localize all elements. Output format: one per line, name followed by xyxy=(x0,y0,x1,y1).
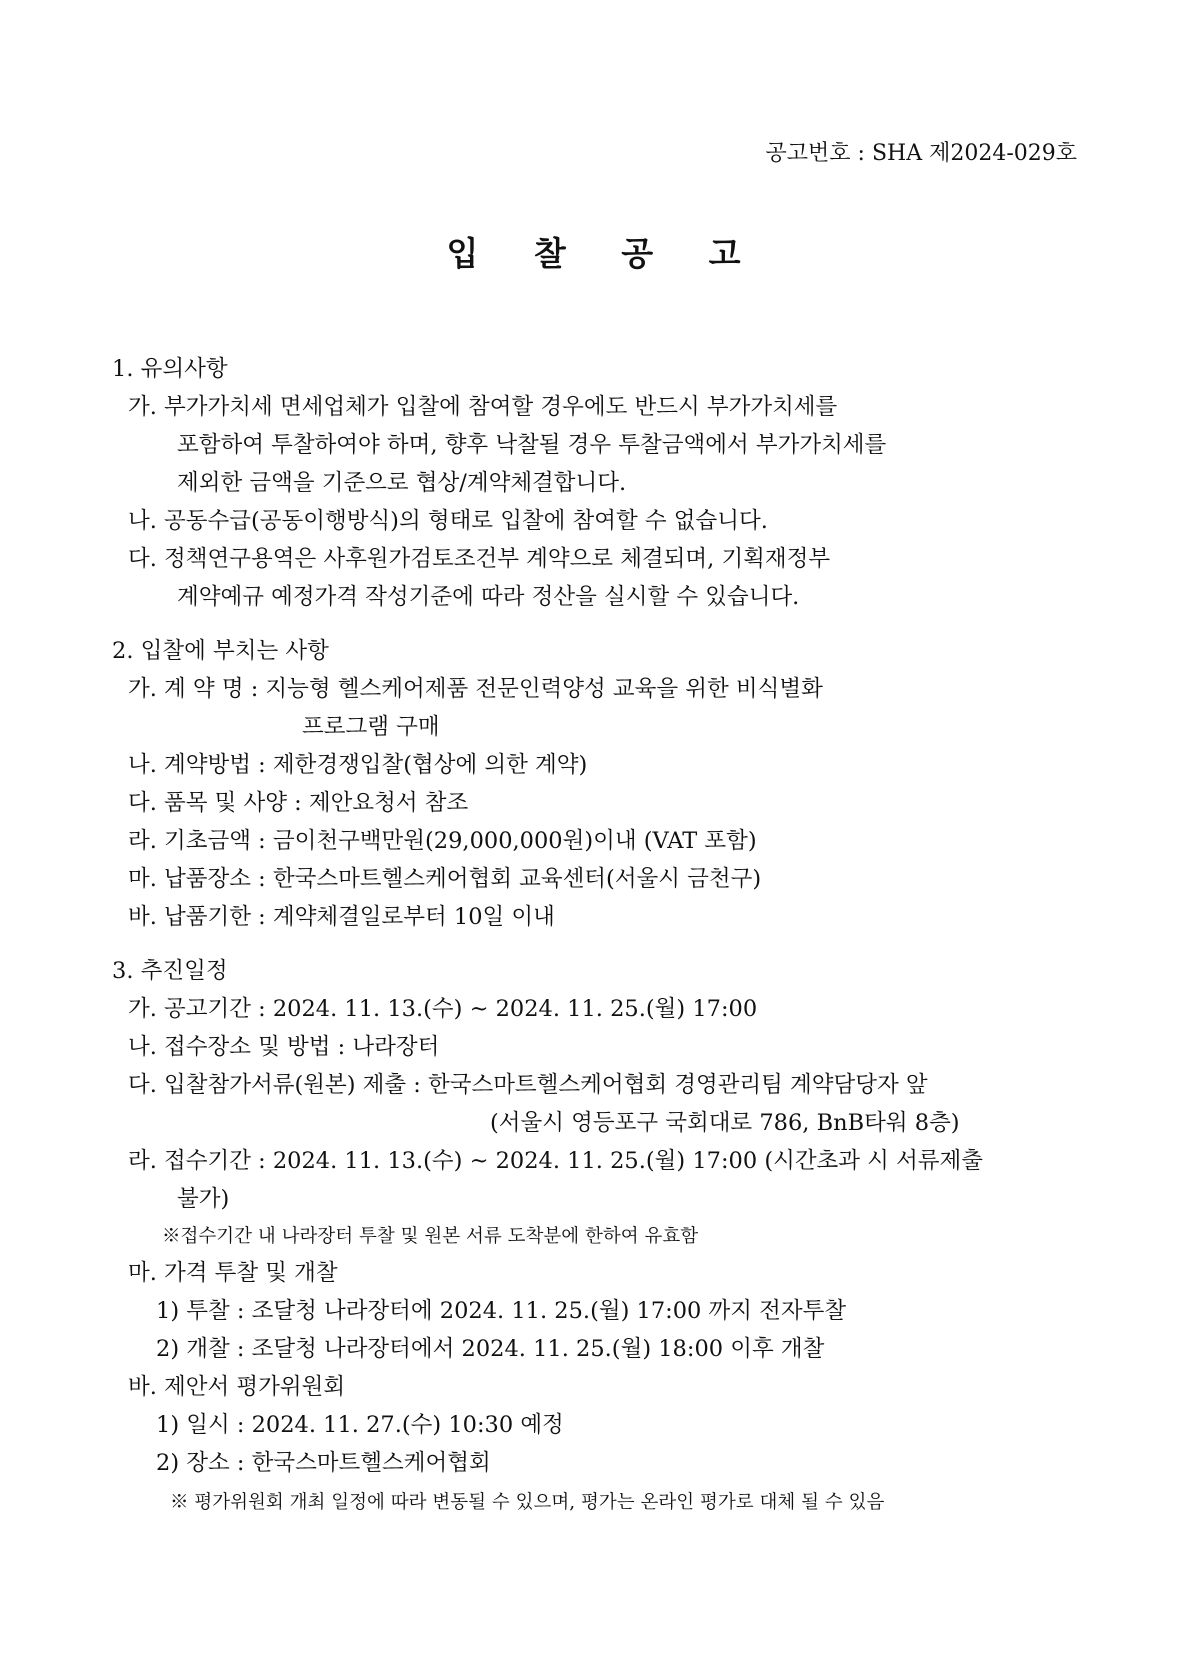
section-3-item-da-line-1: 다. 입찰참가서류(원본) 제출 : 한국스마트헬스케어협회 경영관리팀 계약담당자 앞 xyxy=(128,1072,928,1098)
section-1-item-ga-line-1: 가. 부가가치세 면세업체가 입찰에 참여할 경우에도 반드시 부가가치세를 xyxy=(128,394,838,420)
section-1-item-na: 나. 공동수급(공동이행방식)의 형태로 입찰에 참여할 수 없습니다. xyxy=(128,508,768,534)
section-3-item-ba: 바. 제안서 평가위원회 xyxy=(128,1374,346,1400)
section-1-item-ga-line-2: 포함하여 투찰하여야 하며, 향후 낙찰될 경우 투찰금액에서 부가가치세를 xyxy=(177,432,887,458)
section-3-item-ma-sub-2: 2) 개찰 : 조달청 나라장터에서 2024. 11. 25.(월) 18:00 이후 개찰 xyxy=(156,1336,825,1362)
section-3-item-ga: 가. 공고기간 : 2024. 11. 13.(수) ~ 2024. 11. 25.(월) 17:00 xyxy=(128,996,758,1022)
section-2-item-ba: 바. 납품기한 : 계약체결일로부터 10일 이내 xyxy=(128,904,555,930)
section-3-item-ma: 마. 가격 투찰 및 개찰 xyxy=(128,1260,338,1286)
section-3-item-ba-sub-1: 1) 일시 : 2024. 11. 27.(수) 10:30 예정 xyxy=(156,1412,564,1438)
section-1-item-da-line-2: 계약예규 예정가격 작성기준에 따라 정산을 실시할 수 있습니다. xyxy=(177,584,800,610)
page-title: 입 찰 공 고 xyxy=(446,234,763,273)
section-2-item-ga-line-2: 프로그램 구매 xyxy=(302,714,440,740)
section-3-item-ba-note: ※ 평가위원회 개최 일정에 따라 변동될 수 있으며, 평가는 온라인 평가로 대체 될 수 있음 xyxy=(170,1492,885,1513)
section-2-item-na: 나. 계약방법 : 제한경쟁입찰(협상에 의한 계약) xyxy=(128,752,588,778)
section-2-item-ma: 마. 납품장소 : 한국스마트헬스케어협회 교육센터(서울시 금천구) xyxy=(128,866,762,892)
section-1-item-ga-line-3: 제외한 금액을 기준으로 협상/계약체결합니다. xyxy=(177,470,627,496)
section-3-item-ra-line-2: 불가) xyxy=(177,1186,230,1212)
section-1-heading: 1. 유의사항 xyxy=(112,356,228,382)
section-1-item-da-line-1: 다. 정책연구용역은 사후원가검토조건부 계약으로 체결되며, 기획재정부 xyxy=(128,546,831,572)
section-3-item-ba-sub-2: 2) 장소 : 한국스마트헬스케어협회 xyxy=(156,1450,491,1476)
section-2-item-ra: 라. 기초금액 : 금이천구백만원(29,000,000원)이내 (VAT 포함) xyxy=(128,828,757,854)
section-3-item-da-line-2: (서울시 영등포구 국회대로 786, BnB타워 8층) xyxy=(490,1110,960,1136)
section-3-item-ma-sub-1: 1) 투찰 : 조달청 나라장터에 2024. 11. 25.(월) 17:00 까지 전자투찰 xyxy=(156,1298,847,1324)
section-2-item-da: 다. 품목 및 사양 : 제안요청서 참조 xyxy=(128,790,469,816)
notice-number: 공고번호 : SHA 제2024-029호 xyxy=(765,141,1077,166)
section-3-item-na: 나. 접수장소 및 방법 : 나라장터 xyxy=(128,1034,440,1060)
section-3-item-ra-line-1: 라. 접수기간 : 2024. 11. 13.(수) ~ 2024. 11. 25.(월) 17:00 (시간초과 시 서류제출 xyxy=(128,1148,984,1174)
section-3-heading: 3. 추진일정 xyxy=(112,958,228,984)
section-2-item-ga-line-1: 가. 계 약 명 : 지능형 헬스케어제품 전문인력양성 교육을 위한 비식별화 xyxy=(128,676,823,702)
section-3-item-ra-note: ※접수기간 내 나라장터 투찰 및 원본 서류 도착분에 한하여 유효함 xyxy=(162,1226,699,1247)
section-2-heading: 2. 입찰에 부치는 사항 xyxy=(112,638,329,664)
